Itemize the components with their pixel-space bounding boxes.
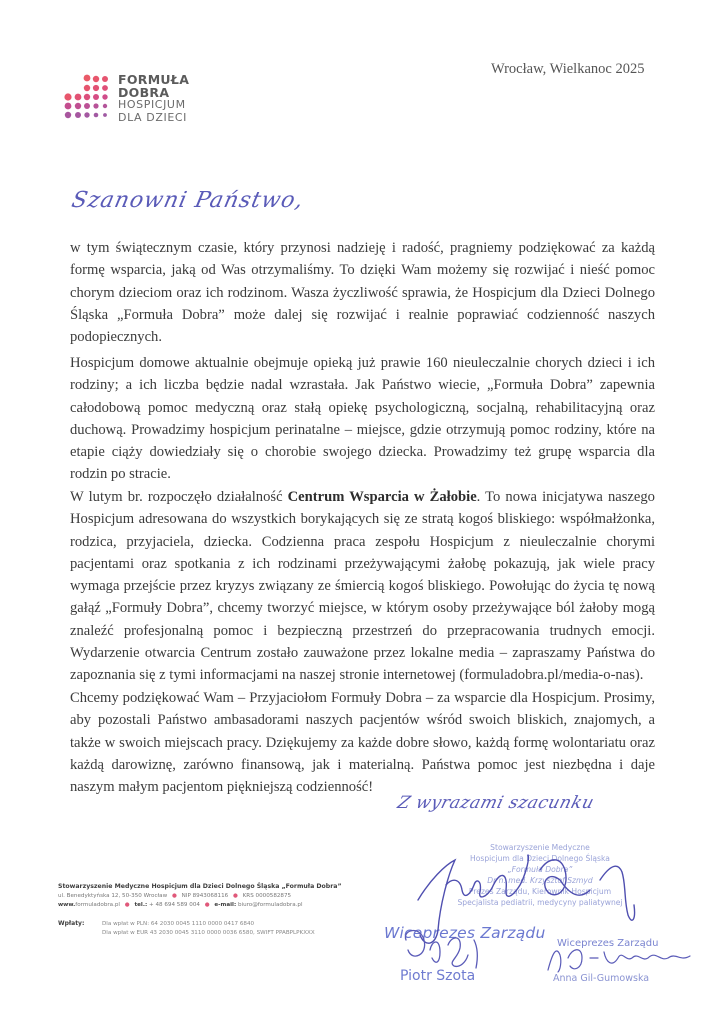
stamp-line-2: Hospicjum dla Dzieci Dolnego Śląska [470, 854, 610, 863]
paragraph-3-lead: W lutym br. rozpoczęło działalność [70, 489, 288, 505]
payments-label: Wpłaty: [58, 920, 85, 927]
official-stamp [440, 842, 640, 908]
bullet-separator: ● [124, 902, 130, 908]
place-and-date: Wrocław, Wielkanoc 2025 [491, 61, 645, 77]
footer-email-link[interactable]: biuro@formuladobra.pl [237, 902, 303, 908]
footer-website-link[interactable]: formuladobra.pl [75, 902, 120, 908]
bullet-separator: ● [232, 893, 238, 899]
footer-krs: KRS 0000582875 [242, 893, 292, 899]
footer-address-line [58, 893, 291, 899]
footer-www-prefix: www. [58, 902, 76, 908]
paragraph-1 [70, 237, 655, 348]
bullet-separator: ● [204, 902, 210, 908]
organization-logo [64, 74, 234, 132]
stamp-line-5: Prezes Zarządu, Kierownik Hospicjum [468, 887, 612, 896]
logo-line-3: HOSPICJUM [118, 98, 186, 111]
footer-address: ul. Benedyktyńska 12, 50-350 Wrocław [58, 893, 168, 899]
handwritten-closing: Z wyrazami szacunku [395, 793, 597, 813]
payment-account-pln: Dla wpłat w PLN: 64 2030 0045 1110 0000 0417 6840 [102, 921, 255, 927]
footer-phone: + 48 694 589 004 [148, 902, 200, 908]
left-signatory-title: Wiceprezes Zarządu [384, 924, 546, 942]
left-signatory-name: Piotr Szota [400, 968, 476, 984]
payment-accounts [102, 920, 315, 937]
logo-line-2: DOBRA [118, 84, 170, 100]
right-signatory-title: Wiceprezes Zarządu [557, 938, 659, 949]
logo-wordmark [118, 74, 189, 124]
footer-contact-line [58, 902, 303, 908]
payment-account-eur: Dla wpłat w EUR 43 2030 0045 3110 0000 0036 6580, SWIFT PPABPLPKXXX [102, 929, 315, 936]
dot-grid-logo-icon [64, 74, 120, 130]
signature-vice-president-right-icon [548, 950, 690, 972]
paragraph-3-text [70, 486, 655, 687]
stamp-line-3: „Formuła Dobra” [507, 865, 573, 874]
paragraph-2-text: Hospicjum domowe aktualnie obejmuje opieką już prawie 160 nieuleczalnie chorych dzieci i ich rodziny; a ich liczba będzie nadal wzrastała. Jak Państwo wiecie, „Formuła Dobra” zapewnia całodobową pomoc medyczną oraz stałą opiekę psychologiczną, socjalną, rehabilitacyjną oraz duchową. Prowadzimy hospicjum perinatalne – miejsce, gdzie otrzymują pomoc rodziny, które na etapie ciąży dowiedziały się o chorobie swojego dziecka. Prowadzimy też grupę wsparcia dla rodzin po stracie. [70, 355, 655, 483]
footer-tel-label: tel.: [134, 902, 148, 908]
footer-email-label: e-mail: [214, 902, 237, 908]
bullet-separator: ● [171, 893, 177, 899]
logo-line-4: DLA DZIECI [118, 110, 187, 124]
stamp-line-6: Specjalista pediatrii, medycyny paliatywnej [457, 898, 623, 907]
footer-organization-name: Stowarzyszenie Medyczne Hospicjum dla Dzieci Dolnego Śląska „Formuła Dobra” [58, 883, 342, 890]
paragraph-1-text: w tym świątecznym czasie, który przynosi nadzieję i radość, pragniemy podziękować za każdą formę wsparcia, jaką od Was otrzymaliśmy. To dzięki Wam możemy się rozwijać i nieść pomoc chorym dzieciom oraz ich rodzinom. Wasza życzliwość sprawia, że Hospicjum dla Dzieci Dolnego Śląska „Formuła Dobra” może dalej się rozwijać i realnie poprawiać codzienność naszych podopiecznych. [70, 240, 655, 346]
footer-dot-divider-icon [58, 872, 218, 877]
paragraph-3 [70, 486, 655, 687]
footer-nip: NIP 8943068116 [181, 893, 229, 899]
paragraph-3-rest: . To nowa inicjatywa naszego Hospicjum adresowana do wszystkich borykających się ze stratą kogoś bliskiego: współmałżonka, rodzica, przyjaciela, dziecka. Codzienna praca zespołu Hospicjum z nieuleczalnie chorymi pacjentami oraz spotkania z ich rodzinami przeżywającymi żałobę pokazują, jak wiele pracy wymaga przejście przez kryzys związany ze śmiercią kogoś bliskiego. Powołując do życia tę nową gałąź „Formuły Dobra”, chcemy tworzyć miejsce, w którym osoby przeżywające ból żałoby mogą znaleźć profesjonalną pomoc i bezpieczną przestrzeń do przepracowania trudnych emocji. Wydarzenie otwarcia Centrum zostało zauważone przez lokalne media – zapraszamy Państwa do zapoznania się z tymi informacjami na naszej stronie internetowej (formuladobra.pl/media-o-nas). [70, 489, 655, 684]
paragraph-4-text: Chcemy podziękować Wam – Przyjaciołom Formuły Dobra – za wsparcie dla Hospicjum. Prosimy, aby pozostali Państwo ambasadorami naszych pacjentów wśród swoich bliskich, znajomych, a także w swoich miejscach pracy. Dziękujemy za każde dobre słowo, każdą formę wolontariatu oraz każdą darowiznę, zarówno finansową, jak i materialną. Państwa pomoc jest niezbędna i daje naszym małym pacjentom piękniejszą codzienność! [70, 690, 655, 796]
logo-line-1: FORMUŁA [118, 72, 190, 87]
paragraph-2 [70, 352, 655, 486]
stamp-line-1: Stowarzyszenie Medyczne [490, 843, 590, 852]
salutation: Szanowni Państwo, [69, 188, 307, 213]
grief-support-center-name: Centrum Wsparcia w Żałobie [287, 489, 477, 505]
right-signatory-name: Anna Gil-Gumowska [553, 973, 650, 984]
paragraph-4 [70, 687, 655, 798]
stamp-line-4: Dr n. med. Krzysztof Szmyd [487, 876, 593, 885]
